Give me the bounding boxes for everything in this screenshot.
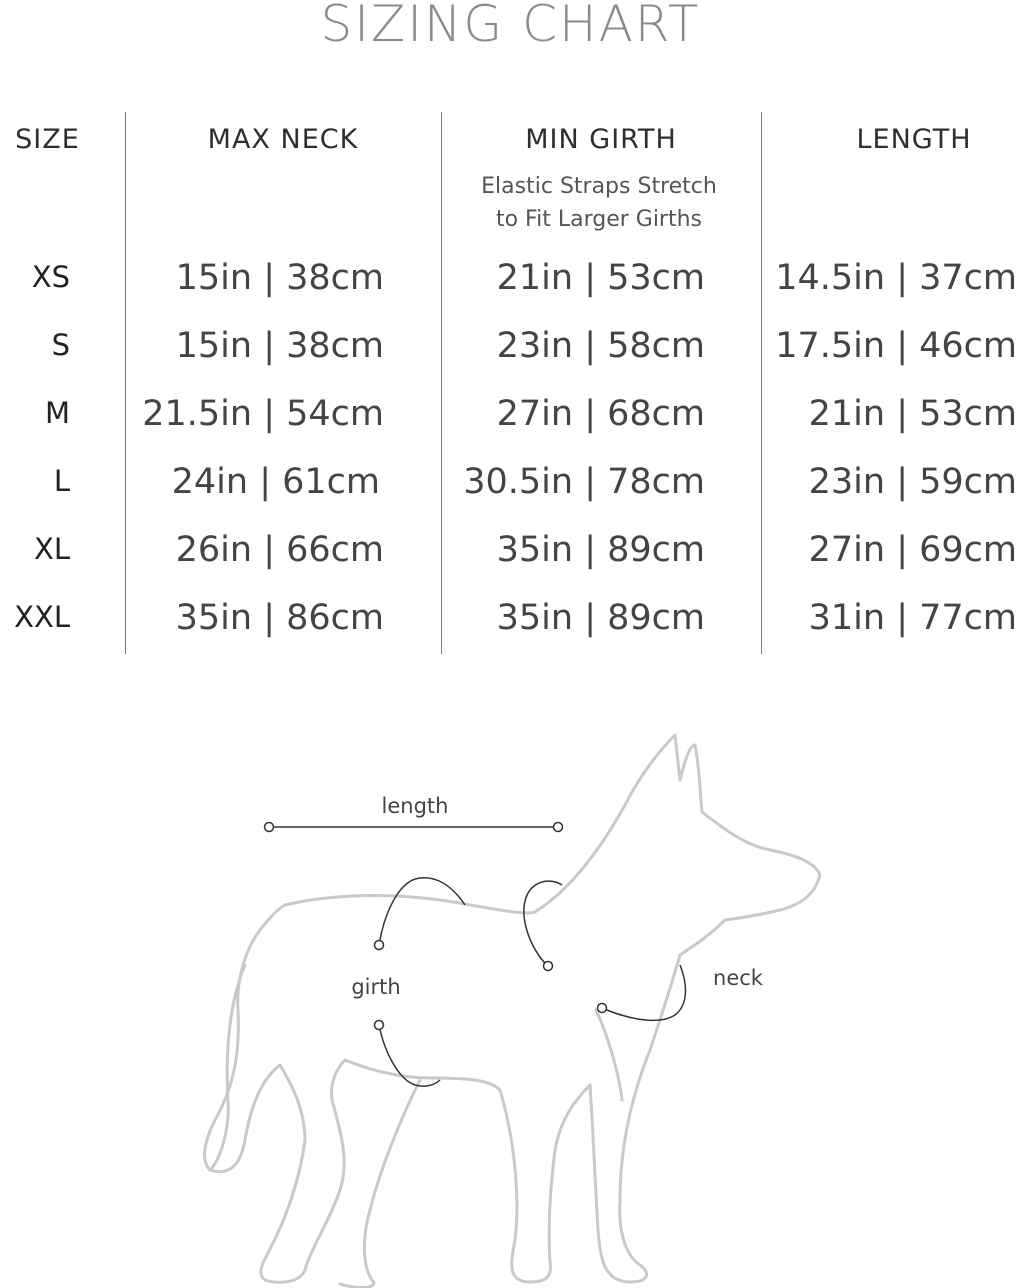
girth-cell: 23in | 58cm [496,326,705,366]
neck-cell: 21.5in | 54cm [142,394,384,434]
girth-upper-curve [379,878,465,945]
girth-note-line1: Elastic Straps Stretch [481,174,717,199]
header-size: SIZE [15,124,80,155]
measurement-lines [265,823,686,1087]
column-divider [761,112,762,654]
girth-cell: 30.5in | 78cm [463,462,705,502]
length-cell: 23in | 59cm [808,462,1017,502]
length-cell: 31in | 77cm [808,598,1017,638]
neck-cell: 15in | 38cm [175,326,384,366]
size-cell: L [53,464,70,498]
neck-upper-marker-icon [544,962,553,971]
length-end-marker-icon [554,823,563,832]
size-cell: XL [33,532,70,566]
size-cell: S [51,328,70,362]
girth-label: girth [351,975,401,999]
dog-measurement-diagram [0,700,1021,1288]
neck-cell: 24in | 61cm [171,462,380,502]
column-divider [125,112,126,654]
neck-upper-curve [524,881,562,966]
header-min-girth: MIN GIRTH [525,124,677,155]
girth-lower-marker-icon [375,1021,384,1030]
size-cell: XS [31,260,70,294]
length-label: length [381,794,449,818]
length-cell: 14.5in | 37cm [775,258,1017,298]
size-cell: M [44,396,70,430]
girth-cell: 21in | 53cm [496,258,705,298]
dog-outline-icon [205,735,820,1287]
length-start-marker-icon [265,823,274,832]
length-cell: 27in | 69cm [808,530,1017,570]
neck-cell: 35in | 86cm [175,598,384,638]
neck-lower-marker-icon [598,1004,607,1013]
neck-label: neck [713,966,763,990]
length-cell: 17.5in | 46cm [775,326,1017,366]
page-title: SIZING CHART [320,0,701,53]
dog-illustration [0,700,1021,1288]
length-cell: 21in | 53cm [808,394,1017,434]
girth-upper-marker-icon [375,941,384,950]
header-length: LENGTH [856,124,972,155]
neck-lower-curve [602,965,685,1020]
neck-cell: 26in | 66cm [175,530,384,570]
girth-cell: 35in | 89cm [496,530,705,570]
size-cell: XXL [14,600,70,634]
girth-note-line2: to Fit Larger Girths [495,207,703,232]
girth-cell: 27in | 68cm [496,394,705,434]
girth-cell: 35in | 89cm [496,598,705,638]
neck-cell: 15in | 38cm [175,258,384,298]
header-max-neck: MAX NECK [207,124,359,155]
